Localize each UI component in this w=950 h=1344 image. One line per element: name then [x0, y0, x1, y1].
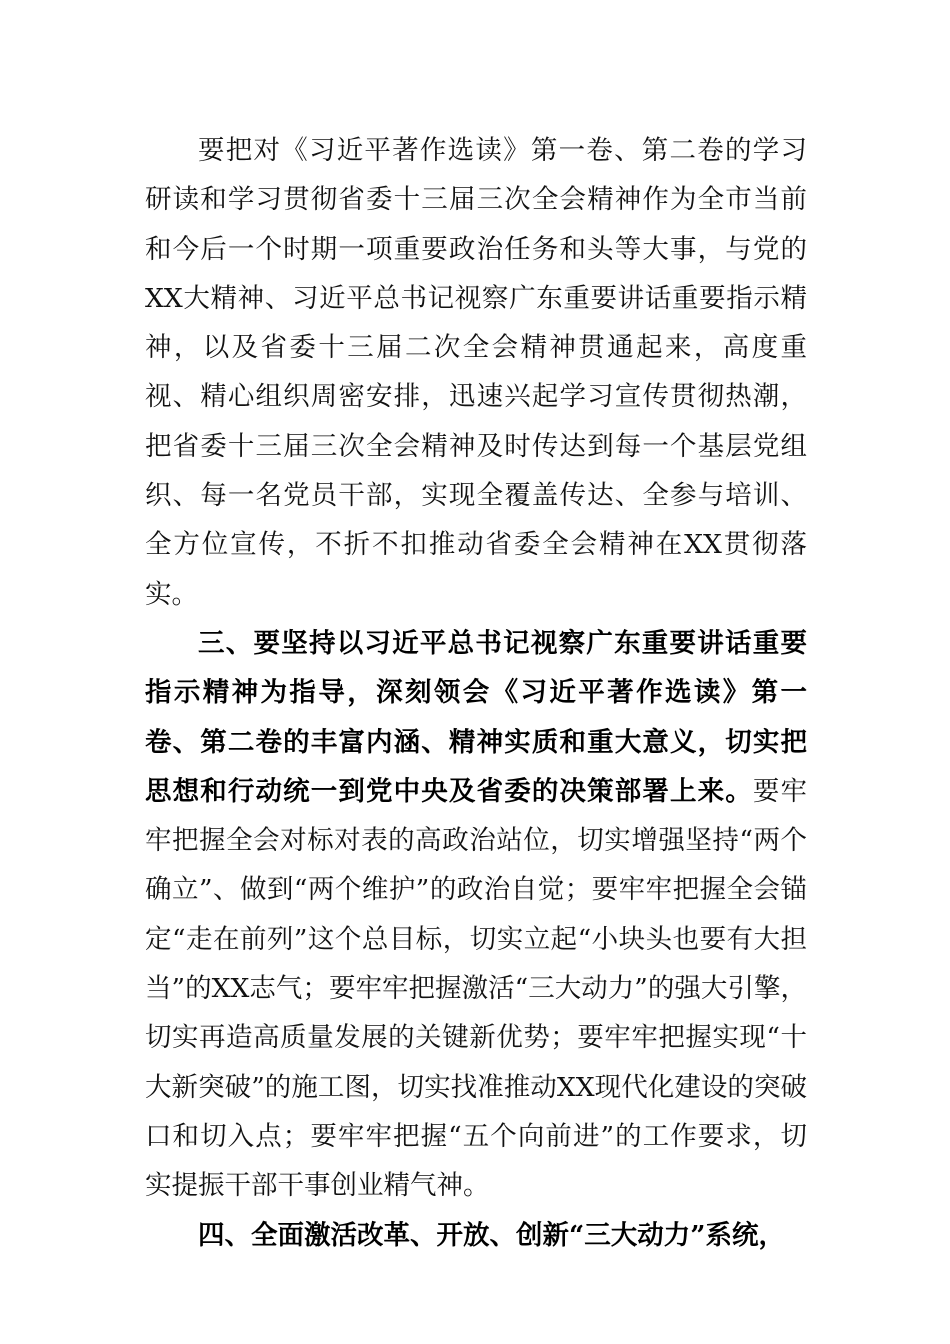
document-body — [145, 126, 807, 1260]
paragraph-text: 要把对《习近平著作选读》第一卷、第二卷的学习研读和学习贯彻省委十三届三次全会精神作为全市当前和今后一个时期一项重要政治任务和头等大事，与党的XX大精神、习近平总书记视察广东重要讲话重要指示精神，以及省委十三届二次全会精神贯通起来，高度重视、精心组织周密安排，迅速兴起学习宣传贯彻热潮，把省委十三届三次全会精神及时传达到每一个基层党组织、每一名党员干部，实现全覆盖传达、全参与培训、全方位宣传，不折不扣推动省委全会精神在XX贯彻落实。 — [145, 135, 807, 610]
section-three-text: 要牢牢把握全会对标对表的高政治站位，切实增强坚持“两个确立”、做到“两个维护”的政治自觉；要牢牢把握全会锚定“走在前列”这个总目标，切实立起“小块头也要有大担当”的XX志气；要牢牢把握激活“三大动力”的强大引擎，切实再造高质量发展的关键新优势；要牢牢把握实现“十大新突破”的施工图，切实找准推动XX现代化建设的突破口和切入点；要牢牢把握“五个向前进”的工作要求，切实提振干部干事创业精气神。 — [145, 775, 808, 1202]
paragraph-study-requirements — [145, 126, 807, 619]
section-three-heading: 三、要坚持以习近平总书记视察广东重要讲话重要指示精神为指导，深刻领会《习近平著作选读》第一卷、第二卷的丰富内涵、精神实质和重大意义，切实把思想和行动统一到党中央及省委的决策部署上来。 — [145, 627, 807, 807]
paragraph-section-four — [145, 1211, 807, 1260]
paragraph-section-three — [145, 619, 807, 1211]
section-four-heading: 四、全面激活改革、开放、创新“三大动力”系统， — [198, 1219, 785, 1251]
